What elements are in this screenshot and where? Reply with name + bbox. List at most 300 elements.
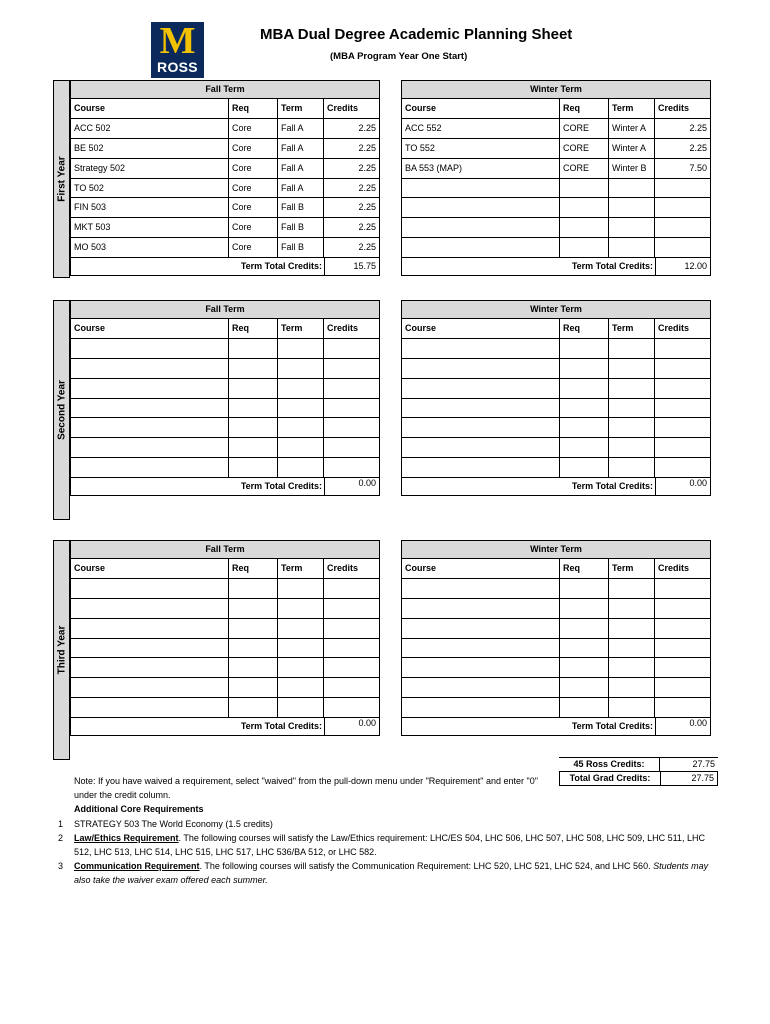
table-row bbox=[71, 198, 379, 218]
cell-course[interactable] bbox=[71, 698, 229, 717]
cell-credits[interactable] bbox=[655, 458, 710, 477]
table-row bbox=[71, 418, 379, 438]
term-total-value: 0.00 bbox=[655, 478, 710, 495]
cell-course[interactable]: BA 553 (MAP) bbox=[402, 159, 560, 178]
cell-term[interactable] bbox=[278, 579, 324, 598]
cell-term[interactable] bbox=[278, 658, 324, 677]
notes-section bbox=[54, 774, 719, 888]
cell-credits[interactable] bbox=[324, 599, 379, 618]
term-header: Winter Term bbox=[402, 81, 710, 99]
cell-term[interactable] bbox=[278, 359, 324, 378]
page-subtitle: (MBA Program Year One Start) bbox=[330, 51, 468, 62]
cell-term[interactable] bbox=[609, 579, 655, 598]
cell-req[interactable]: Core bbox=[229, 218, 278, 237]
cell-credits[interactable] bbox=[655, 399, 710, 418]
fall-term-table bbox=[70, 300, 380, 496]
logo-letter: M bbox=[159, 20, 196, 62]
additional-requirements-heading: Additional Core Requirements bbox=[74, 804, 204, 815]
cell-credits[interactable]: 2.25 bbox=[358, 242, 376, 253]
cell-course[interactable] bbox=[402, 379, 560, 398]
table-row bbox=[402, 339, 710, 359]
term-header: Fall Term bbox=[71, 541, 379, 559]
cell-course[interactable] bbox=[402, 678, 560, 697]
table-row bbox=[71, 139, 379, 159]
header-credits: Credits bbox=[327, 103, 359, 113]
cell-req[interactable] bbox=[229, 458, 278, 477]
cell-req[interactable] bbox=[229, 678, 278, 697]
table-row bbox=[402, 179, 710, 199]
header-course: Course bbox=[402, 319, 560, 338]
cell-course[interactable] bbox=[71, 418, 229, 437]
cell-req[interactable] bbox=[229, 619, 278, 638]
cell-credits[interactable] bbox=[655, 218, 710, 237]
header-term: Term bbox=[609, 99, 655, 118]
cell-course[interactable] bbox=[402, 579, 560, 598]
table-row bbox=[71, 399, 379, 419]
term-total-label: Term Total Credits: bbox=[571, 721, 653, 732]
cell-term[interactable]: Fall B bbox=[278, 238, 324, 257]
cell-req[interactable] bbox=[560, 399, 609, 418]
header-req: Req bbox=[560, 559, 609, 578]
cell-term[interactable] bbox=[609, 698, 655, 717]
header-course: Course bbox=[71, 319, 229, 338]
cell-term[interactable]: Fall A bbox=[278, 119, 324, 138]
cell-course[interactable] bbox=[402, 399, 560, 418]
cell-course[interactable] bbox=[71, 639, 229, 658]
cell-credits[interactable] bbox=[324, 658, 379, 677]
cell-credits[interactable] bbox=[655, 698, 710, 717]
term-header: Fall Term bbox=[71, 301, 379, 319]
cell-term[interactable] bbox=[278, 339, 324, 358]
header-course: Course bbox=[402, 99, 560, 118]
table-row bbox=[402, 198, 710, 218]
cell-term[interactable] bbox=[609, 198, 655, 217]
cell-req[interactable]: Core bbox=[229, 198, 278, 217]
column-header-row bbox=[71, 559, 379, 579]
table-row bbox=[71, 238, 379, 258]
cell-term[interactable] bbox=[609, 379, 655, 398]
column-header-row bbox=[402, 319, 710, 339]
cell-course[interactable] bbox=[71, 458, 229, 477]
cell-course[interactable] bbox=[71, 599, 229, 618]
cell-credits[interactable] bbox=[655, 658, 710, 677]
cell-course[interactable] bbox=[402, 359, 560, 378]
column-header-row bbox=[71, 99, 379, 119]
cell-credits[interactable] bbox=[324, 678, 379, 697]
cell-credits[interactable] bbox=[324, 438, 379, 457]
cell-course[interactable]: ACC 502 bbox=[71, 119, 229, 138]
cell-req[interactable] bbox=[229, 379, 278, 398]
table-row bbox=[71, 579, 379, 599]
cell-term[interactable] bbox=[609, 438, 655, 457]
table-row bbox=[402, 418, 710, 438]
table-row bbox=[402, 379, 710, 399]
cell-req[interactable]: CORE bbox=[560, 119, 609, 138]
term-header: Winter Term bbox=[402, 301, 710, 319]
cell-credits[interactable] bbox=[655, 438, 710, 457]
table-row bbox=[71, 179, 379, 199]
cell-term[interactable] bbox=[609, 599, 655, 618]
term-total-value: 0.00 bbox=[324, 718, 379, 735]
term-total-row bbox=[402, 258, 710, 275]
cell-term[interactable] bbox=[278, 678, 324, 697]
cell-req[interactable] bbox=[229, 639, 278, 658]
cell-req[interactable] bbox=[560, 698, 609, 717]
table-row bbox=[71, 379, 379, 399]
cell-term[interactable] bbox=[278, 698, 324, 717]
cell-term[interactable] bbox=[609, 678, 655, 697]
table-row bbox=[402, 458, 710, 478]
item-number: 1 bbox=[58, 818, 64, 829]
table-row bbox=[402, 619, 710, 639]
header-term: Term bbox=[609, 559, 655, 578]
page-title: MBA Dual Degree Academic Planning Sheet bbox=[260, 26, 573, 43]
cell-course[interactable]: BE 502 bbox=[71, 139, 229, 158]
requirement-item-3 bbox=[54, 859, 719, 887]
cell-credits[interactable] bbox=[324, 339, 379, 358]
cell-course[interactable] bbox=[402, 238, 560, 257]
requirement-item-2 bbox=[54, 831, 719, 859]
cell-term[interactable] bbox=[278, 399, 324, 418]
cell-credits[interactable] bbox=[324, 619, 379, 638]
cell-course[interactable] bbox=[402, 218, 560, 237]
header-credits: Credits bbox=[658, 563, 690, 573]
cell-credits[interactable] bbox=[655, 179, 710, 198]
term-total-row bbox=[71, 258, 379, 275]
ross-credits-label: 45 Ross Credits: bbox=[559, 758, 660, 771]
cell-term[interactable] bbox=[278, 438, 324, 457]
cell-term[interactable]: Fall A bbox=[278, 179, 324, 198]
table-row bbox=[402, 678, 710, 698]
cell-credits[interactable] bbox=[324, 418, 379, 437]
cell-credits[interactable]: 2.25 bbox=[358, 182, 376, 193]
cell-req[interactable] bbox=[229, 339, 278, 358]
cell-req[interactable] bbox=[560, 179, 609, 198]
cell-course[interactable]: FIN 503 bbox=[71, 198, 229, 217]
cell-req[interactable] bbox=[560, 418, 609, 437]
cell-credits[interactable]: 2.25 bbox=[358, 142, 376, 153]
cell-credits[interactable] bbox=[655, 339, 710, 358]
winter-term-table bbox=[401, 540, 711, 736]
table-row bbox=[71, 339, 379, 359]
cell-credits[interactable] bbox=[655, 198, 710, 217]
cell-course[interactable]: TO 502 bbox=[71, 179, 229, 198]
table-row bbox=[402, 218, 710, 238]
cell-term[interactable] bbox=[609, 418, 655, 437]
cell-term[interactable]: Winter B bbox=[609, 159, 655, 178]
cell-course[interactable] bbox=[71, 379, 229, 398]
cell-req[interactable] bbox=[560, 379, 609, 398]
requirement-item-1 bbox=[54, 817, 719, 831]
cell-term[interactable] bbox=[609, 339, 655, 358]
term-total-value: 0.00 bbox=[324, 478, 379, 495]
cell-course[interactable] bbox=[402, 698, 560, 717]
term-total-value: 0.00 bbox=[655, 718, 710, 735]
cell-course[interactable]: ACC 552 bbox=[402, 119, 560, 138]
cell-term[interactable] bbox=[278, 599, 324, 618]
cell-req[interactable] bbox=[229, 359, 278, 378]
year-label: First Year bbox=[56, 156, 67, 202]
cell-req[interactable] bbox=[560, 359, 609, 378]
cell-course[interactable]: TO 552 bbox=[402, 139, 560, 158]
header-course: Course bbox=[402, 559, 560, 578]
cell-req[interactable] bbox=[560, 339, 609, 358]
item-text: STRATEGY 503 The World Economy (1.5 credits) bbox=[74, 818, 273, 829]
cell-course[interactable] bbox=[402, 458, 560, 477]
cell-req[interactable] bbox=[560, 238, 609, 257]
cell-course[interactable] bbox=[71, 678, 229, 697]
cell-course[interactable]: Strategy 502 bbox=[71, 159, 229, 178]
cell-course[interactable] bbox=[402, 438, 560, 457]
table-row bbox=[71, 458, 379, 478]
cell-term[interactable]: Fall B bbox=[278, 218, 324, 237]
item-text: . The following courses will satisfy the Communication Requirement: LHC 520, LHC 521, LHC 524, and LHC 560. bbox=[199, 861, 654, 872]
cell-term[interactable] bbox=[278, 418, 324, 437]
cell-course[interactable] bbox=[71, 619, 229, 638]
cell-course[interactable]: MO 503 bbox=[71, 238, 229, 257]
cell-req[interactable] bbox=[229, 399, 278, 418]
cell-credits[interactable] bbox=[324, 639, 379, 658]
ross-credits-row bbox=[559, 757, 718, 771]
term-total-row bbox=[402, 718, 710, 735]
term-total-row bbox=[71, 718, 379, 735]
table-row bbox=[71, 159, 379, 179]
header-req: Req bbox=[229, 99, 278, 118]
cell-req[interactable] bbox=[560, 678, 609, 697]
cell-req[interactable] bbox=[560, 458, 609, 477]
cell-credits[interactable] bbox=[324, 399, 379, 418]
cell-term[interactable] bbox=[609, 639, 655, 658]
winter-term-table bbox=[401, 300, 711, 496]
term-total-label: Term Total Credits: bbox=[240, 261, 322, 272]
term-total-row bbox=[402, 478, 710, 495]
cell-term[interactable] bbox=[609, 179, 655, 198]
law-ethics-heading: Law/Ethics Requirement bbox=[74, 832, 179, 843]
table-row bbox=[402, 159, 710, 179]
fall-term-table bbox=[70, 80, 380, 276]
cell-req[interactable]: CORE bbox=[560, 159, 609, 178]
header-term: Term bbox=[609, 319, 655, 338]
cell-course[interactable] bbox=[402, 639, 560, 658]
fall-term-table bbox=[70, 540, 380, 736]
cell-credits[interactable] bbox=[324, 698, 379, 717]
header-course: Course bbox=[71, 559, 229, 578]
year-label: Third Year bbox=[56, 625, 67, 675]
year-label: Second Year bbox=[56, 380, 67, 440]
grad-credits-value: 27.75 bbox=[691, 773, 714, 783]
cell-course[interactable] bbox=[71, 339, 229, 358]
item-text: . The following courses will satisfy the Law/Ethics requirement: LHC/ES 504, LHC 506, LHC 507, LHC 508, LHC 509, LHC 511, LHC 512, LHC 513, LHC 514, LHC 515, LHC 517, LHC 536/BA 512, or LHC 582. bbox=[74, 832, 705, 858]
cell-req[interactable] bbox=[560, 639, 609, 658]
table-row bbox=[71, 359, 379, 379]
table-row bbox=[402, 438, 710, 458]
communication-heading: Communication Requirement bbox=[74, 861, 200, 872]
table-row bbox=[71, 119, 379, 139]
header-term: Term bbox=[278, 99, 324, 118]
header-term: Term bbox=[278, 559, 324, 578]
cell-course[interactable] bbox=[402, 418, 560, 437]
cell-term[interactable] bbox=[609, 218, 655, 237]
header-credits: Credits bbox=[658, 103, 690, 113]
cell-credits[interactable] bbox=[655, 359, 710, 378]
cell-credits[interactable] bbox=[655, 579, 710, 598]
header-term: Term bbox=[278, 319, 324, 338]
ross-logo bbox=[151, 22, 204, 78]
table-row bbox=[71, 438, 379, 458]
header-req: Req bbox=[229, 559, 278, 578]
table-row bbox=[402, 658, 710, 678]
cell-term[interactable]: Winter A bbox=[609, 139, 655, 158]
cell-req[interactable] bbox=[560, 198, 609, 217]
cell-course[interactable] bbox=[71, 399, 229, 418]
cell-req[interactable] bbox=[229, 579, 278, 598]
cell-credits[interactable] bbox=[655, 599, 710, 618]
column-header-row bbox=[71, 319, 379, 339]
cell-credits[interactable] bbox=[324, 579, 379, 598]
cell-course[interactable]: MKT 503 bbox=[71, 218, 229, 237]
table-row bbox=[402, 399, 710, 419]
cell-term[interactable] bbox=[609, 238, 655, 257]
cell-course[interactable] bbox=[402, 179, 560, 198]
table-row bbox=[402, 238, 710, 258]
cell-req[interactable] bbox=[229, 418, 278, 437]
cell-term[interactable] bbox=[278, 379, 324, 398]
cell-course[interactable] bbox=[402, 339, 560, 358]
cell-credits[interactable] bbox=[655, 418, 710, 437]
table-row bbox=[71, 218, 379, 238]
header-req: Req bbox=[560, 319, 609, 338]
grad-credits-label: Total Grad Credits: bbox=[560, 772, 661, 785]
logo-word: ROSS bbox=[157, 59, 198, 75]
header-course: Course bbox=[71, 99, 229, 118]
cell-term[interactable]: Winter A bbox=[609, 119, 655, 138]
cell-req[interactable]: Core bbox=[229, 159, 278, 178]
cell-req[interactable] bbox=[229, 658, 278, 677]
cell-course[interactable] bbox=[402, 198, 560, 217]
table-row bbox=[71, 599, 379, 619]
cell-req[interactable]: CORE bbox=[560, 139, 609, 158]
cell-credits[interactable] bbox=[324, 359, 379, 378]
cell-course[interactable] bbox=[402, 599, 560, 618]
table-row bbox=[71, 658, 379, 678]
cell-credits[interactable]: 7.50 bbox=[689, 162, 707, 173]
table-row bbox=[402, 599, 710, 619]
cell-req[interactable]: Core bbox=[229, 119, 278, 138]
cell-term[interactable] bbox=[609, 399, 655, 418]
cell-credits[interactable] bbox=[324, 458, 379, 477]
cell-req[interactable]: Core bbox=[229, 139, 278, 158]
table-row bbox=[402, 139, 710, 159]
cell-credits[interactable]: 2.25 bbox=[689, 122, 707, 133]
table-row bbox=[402, 359, 710, 379]
cell-credits[interactable] bbox=[655, 639, 710, 658]
cell-term[interactable] bbox=[278, 619, 324, 638]
header-req: Req bbox=[560, 99, 609, 118]
cell-req[interactable] bbox=[560, 218, 609, 237]
cell-term[interactable]: Fall A bbox=[278, 159, 324, 178]
cell-credits[interactable] bbox=[655, 379, 710, 398]
header-req: Req bbox=[229, 319, 278, 338]
cell-credits[interactable]: 2.25 bbox=[358, 122, 376, 133]
cell-req[interactable] bbox=[560, 619, 609, 638]
term-total-value: 15.75 bbox=[324, 258, 379, 275]
table-row bbox=[71, 619, 379, 639]
cell-req[interactable] bbox=[229, 599, 278, 618]
waiver-note: Students may also take the waiver exam offered each summer. bbox=[74, 861, 709, 886]
cell-term[interactable] bbox=[278, 458, 324, 477]
term-total-label: Term Total Credits: bbox=[240, 481, 322, 492]
cell-term[interactable] bbox=[609, 458, 655, 477]
header-credits: Credits bbox=[327, 563, 359, 573]
term-header: Winter Term bbox=[402, 541, 710, 559]
cell-req[interactable]: Core bbox=[229, 179, 278, 198]
cell-term[interactable] bbox=[609, 619, 655, 638]
cell-term[interactable]: Fall A bbox=[278, 139, 324, 158]
cell-term[interactable]: Fall B bbox=[278, 198, 324, 217]
cell-course[interactable] bbox=[71, 438, 229, 457]
cell-credits[interactable] bbox=[655, 238, 710, 257]
year-label-box bbox=[53, 80, 70, 278]
item-number: 2 bbox=[58, 832, 64, 843]
ross-credits-value: 27.75 bbox=[692, 759, 715, 769]
item-number: 3 bbox=[58, 861, 64, 872]
cell-req[interactable] bbox=[560, 658, 609, 677]
term-header: Fall Term bbox=[71, 81, 379, 99]
cell-credits[interactable] bbox=[655, 678, 710, 697]
year-label-box bbox=[53, 300, 70, 520]
cell-req[interactable] bbox=[229, 438, 278, 457]
table-row bbox=[71, 678, 379, 698]
cell-req[interactable] bbox=[560, 438, 609, 457]
cell-course[interactable] bbox=[71, 359, 229, 378]
column-header-row bbox=[402, 559, 710, 579]
table-row bbox=[71, 639, 379, 659]
table-row bbox=[402, 639, 710, 659]
cell-req[interactable] bbox=[560, 579, 609, 598]
table-row bbox=[402, 119, 710, 139]
term-total-label: Term Total Credits: bbox=[240, 721, 322, 732]
cell-credits[interactable]: 2.25 bbox=[358, 202, 376, 213]
table-row bbox=[71, 698, 379, 718]
table-row bbox=[402, 579, 710, 599]
cell-term[interactable] bbox=[609, 658, 655, 677]
column-header-row bbox=[402, 99, 710, 119]
header-credits: Credits bbox=[327, 323, 359, 333]
header-credits: Credits bbox=[658, 323, 690, 333]
term-total-label: Term Total Credits: bbox=[571, 481, 653, 492]
cell-term[interactable] bbox=[609, 359, 655, 378]
cell-credits[interactable] bbox=[324, 379, 379, 398]
cell-req[interactable] bbox=[229, 698, 278, 717]
cell-course[interactable] bbox=[402, 619, 560, 638]
cell-req[interactable] bbox=[560, 599, 609, 618]
term-total-label: Term Total Credits: bbox=[571, 261, 653, 272]
cell-credits[interactable]: 2.25 bbox=[358, 222, 376, 233]
cell-course[interactable] bbox=[402, 658, 560, 677]
waived-note: Note: If you have waived a requirement, select "waived" from the pull-down menu under "Requirement" and enter "0" under the credit column. bbox=[74, 776, 538, 801]
cell-req[interactable]: Core bbox=[229, 238, 278, 257]
table-row bbox=[402, 698, 710, 718]
cell-credits[interactable]: 2.25 bbox=[689, 142, 707, 153]
year-label-box bbox=[53, 540, 70, 760]
winter-term-table bbox=[401, 80, 711, 276]
cell-term[interactable] bbox=[278, 639, 324, 658]
term-total-value: 12.00 bbox=[655, 258, 710, 275]
cell-credits[interactable]: 2.25 bbox=[358, 162, 376, 173]
cell-course[interactable] bbox=[71, 579, 229, 598]
cell-credits[interactable] bbox=[655, 619, 710, 638]
cell-course[interactable] bbox=[71, 658, 229, 677]
